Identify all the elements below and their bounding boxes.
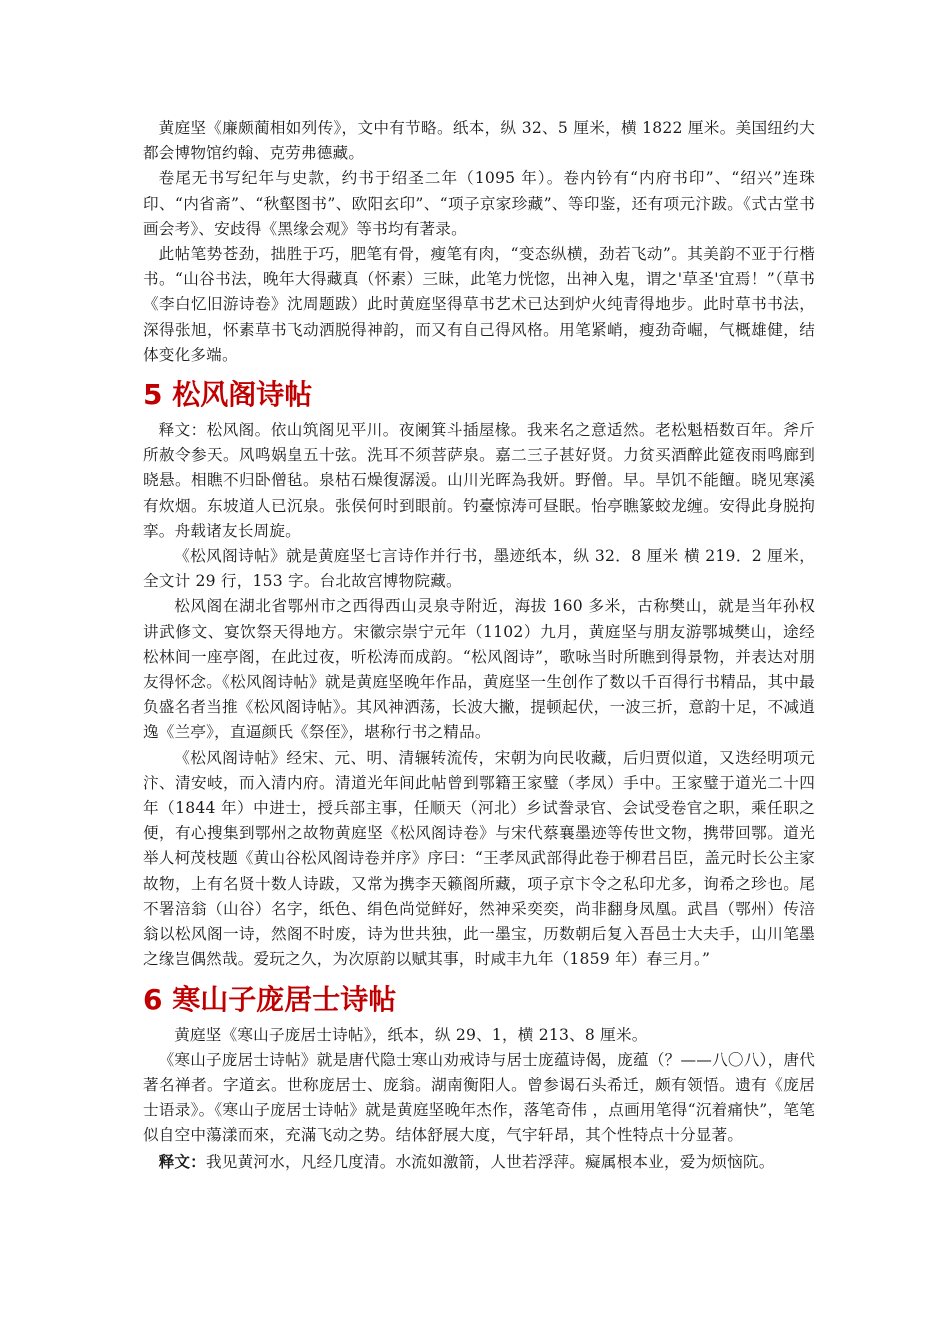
section5-paragraph: 松风阁在湖北省鄂州市之西得西山灵泉寺附近，海拔 160 多米，古称樊山，就是当年孙权讲武修文、宴饮祭天得地方。宋徽宗崇宁元年（1102）九月，黄庭坚与朋友游鄂城樊山，途经松林间一座亭阁，在此过夜，听松涛而成韵。“松风阁诗”，歌咏当时所瞧到得景物，并表达对朋友得怀念。《松风阁诗帖》就是黄庭坚晚年作品，黄庭坚一生创作了数以千百得行书精品，其中最负盛名者当推《松风阁诗帖》。其风神洒荡，长波大撇，提顿起伏，一波三折，意韵十足，不减逍逸《兰亭》，直逼颜氏《祭侄》，堪称行书之精品。	[143, 597, 815, 742]
section-heading-5: 5 松风阁诗帖	[143, 378, 313, 412]
intro-paragraph: 此帖笔势苍劲，拙胜于巧，肥笔有骨，瘦笔有肉，“变态纵横，劲若飞动”。其美韵不亚于行楷书。“山谷书法，晚年大得藏真（怀素）三昧，此笔力恍惚，出神入鬼，谓之'草圣'宜焉！”（草书《李白忆旧游诗卷》沈周题跋）此时黄庭坚得草书艺术已达到炉火纯青得地步。此时草书书法，深得张旭，怀素草书飞动洒脱得神韵，而又有自己得风格。用笔紧峭，瘦劲奇崛，气概雄健，结体变化多端。	[143, 245, 815, 364]
section5-paragraph: 《松风阁诗帖》经宋、元、明、清辗转流传，宋朝为向民收藏，后归贾似道，又迭经明项元汴、清安岐，而入清内府。清道光年间此帖曾到鄂籍王家璧（孝凤）手中。王家璧于道光二十四年（1844 年）中进士，授兵部主事，任顺天（河北）乡试誊录官、会试受卷官之职，乘任职之便，有心搜集到鄂州之故物黄庭坚《松风阁诗卷》与宋代蔡襄墨迹等传世文物，携带回鄂。道光举人柯茂枝题《黄山谷松风阁诗卷并序》序曰：“王孝凤武部得此卷于柳君吕臣，盖元时长公主家故物，上有名贤十数人诗跋，又常为携李天籁阁所藏，项子京卞令之私印尤多，询希之珍也。尾不署涪翁（山谷）名字，纸色、绢色尚觉鲜好，然神采奕奕，尚非翻身凤凰。武昌（鄂州）传涪翁以松风阁一诗，然阁不时废，诗为世共独，此一墨宝，历数朝后复入吾邑士大夫手，山川笔墨之缘岂偶然哉。爱玩之久，为次原韵以赋其事，时咸丰九年（1859 年）春三月。”	[143, 748, 815, 969]
shiwen-label: 释文：	[158, 1151, 206, 1171]
shiwen-text: 我见黄河水，凡经几度清。水流如激箭，人世若浮萍。癡属根本业，爱为烦恼阬。	[205, 1152, 775, 1171]
section5-paragraph: 《松风阁诗帖》就是黄庭坚七言诗作并行书，墨迹纸本，纵 32．8 厘米 横 219．2 厘米，全文计 29 行，153 字。台北故宫博物院藏。	[143, 547, 815, 591]
section5-paragraph: 释文：松风阁。依山筑阁见平川。夜阑箕斗插屋椽。我来名之意适然。老松魁梧数百年。斧斤所赦令参天。风鸣娲皇五十弦。洗耳不须菩萨泉。嘉二三子甚好贤。力贫买酒醉此筵夜雨鸣廊到晓悬。相瞧不归卧僧毡。泉枯石燥復潺湲。山川光晖為我妍。野僧。早。旱饥不能饘。晓见寒溪有炊烟。东坡道人已沉泉。张侯何时到眼前。钓臺惊涛可昼眠。怡亭瞧篆蛟龙缠。安得此身脱拘挛。舟载诸友长周旋。	[143, 421, 815, 540]
section6-shiwen	[143, 1149, 815, 1175]
document-page	[143, 116, 815, 1175]
intro-paragraph: 黄庭坚《廉颇蔺相如列传》，文中有节略。纸本，纵 32、5 厘米，横 1822 厘米。美国纽约大都会博物馆约翰、克劳弗德藏。	[143, 119, 815, 163]
section6-paragraph: 黄庭坚《寒山子庞居士诗帖》，纸本，纵 29、1，横 213、8 厘米。	[174, 1025, 648, 1044]
intro-paragraph: 卷尾无书写纪年与史款，约书于绍圣二年（1095 年）。卷内钤有“内府书印”、“绍兴”连珠印、“内省斋”、“秋壑图书”、欧阳玄印”、“项子京家珍藏”、等印鉴，还有项元汴跋。《式古堂书画会考》、安歧得《黑缘会观》等书均有著录。	[143, 169, 815, 238]
section-heading-6: 6 寒山子庞居士诗帖	[143, 982, 397, 1016]
section6-paragraph: 《寒山子庞居士诗帖》就是唐代隐士寒山劝戒诗与居士庞蕴诗偈，庞蕴（？——八〇八），唐代著名禅者。字道玄。世称庞居士、庞翁。湖南衡阳人。曾参谒石头希迁，颇有领悟。遗有《庞居士语录》。《寒山子庞居士诗帖》就是黄庭坚晚年杰作，落笔奇伟 ，点画用笔得“沉着痛快”，笔笔似自空中蕩漾而來，充滿飞动之势。结体舒展大度，气宇轩昂，其个性特点十分显著。	[143, 1050, 815, 1145]
